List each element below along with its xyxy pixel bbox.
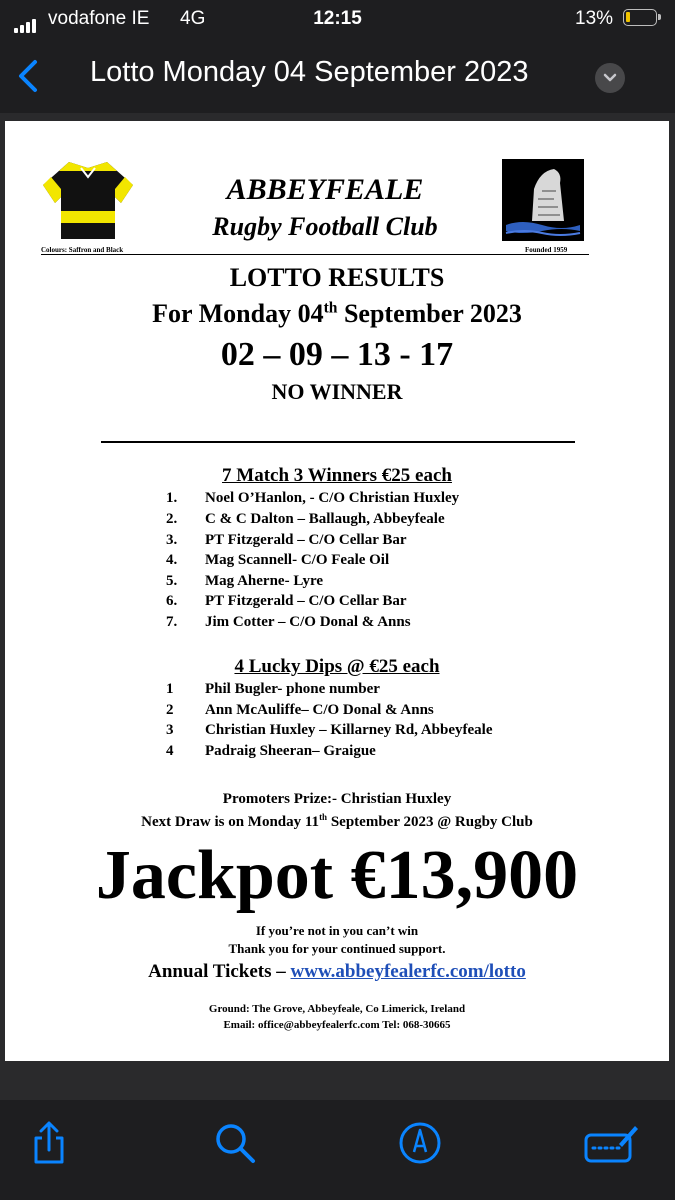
list-item: C & C Dalton – Ballaugh, Abbeyfeale <box>205 511 445 527</box>
search-icon <box>210 1118 260 1168</box>
list-item-number: 6. <box>166 593 178 609</box>
list-item: Mag Aherne- Lyre <box>205 573 324 589</box>
list-item-number: 2. <box>166 511 178 527</box>
rugby-jersey-logo <box>41 159 135 241</box>
battery-percent: 13% <box>575 8 614 29</box>
lucky-dips-heading: 4 Lucky Dips @ €25 each <box>234 656 440 677</box>
match3-heading: 7 Match 3 Winners €25 each <box>222 465 452 486</box>
status-time: 12:15 <box>313 8 362 29</box>
list-item: Noel O’Hanlon, - C/O Christian Huxley <box>205 490 460 506</box>
list-item-number: 3 <box>166 722 174 738</box>
list-item: Padraig Sheeran– Graigue <box>205 743 376 759</box>
back-button[interactable] <box>10 56 50 96</box>
annual-tickets-label: Annual Tickets – <box>148 961 291 982</box>
document-title: Lotto Monday 04 September 2023 <box>90 56 529 88</box>
markup-icon <box>395 1118 445 1168</box>
thank-you-line: Thank you for your continued support. <box>228 941 446 956</box>
search-button[interactable] <box>210 1118 260 1168</box>
title-menu-button[interactable] <box>595 63 625 93</box>
ground-address: Ground: The Grove, Abbeyfeale, Co Limerick, Ireland <box>208 1003 466 1015</box>
list-item: Ann McAuliffe– C/O Donal & Anns <box>205 702 434 718</box>
list-item-number: 2 <box>166 702 174 718</box>
list-item-number: 4. <box>166 552 178 568</box>
promoters-prize: Promoters Prize:- Christian Huxley <box>222 791 452 807</box>
compose-button[interactable] <box>583 1118 633 1168</box>
colours-caption: Colours: Saffron and Black <box>41 246 124 254</box>
share-icon <box>24 1118 74 1168</box>
share-button[interactable] <box>24 1118 74 1168</box>
list-item-number: 1 <box>166 681 174 697</box>
network-type: 4G <box>180 8 206 29</box>
document-viewer[interactable] <box>0 113 675 1100</box>
bottom-toolbar <box>0 1100 675 1200</box>
compose-icon <box>583 1118 639 1168</box>
tagline: If you’re not in you can’t win <box>255 923 419 938</box>
next-draw-ordinal: th <box>319 812 328 822</box>
jackpot-amount: Jackpot €13,900 <box>95 837 579 914</box>
draw-date-prefix: For Monday 04 <box>152 299 324 328</box>
club-subtitle: Rugby Football Club <box>212 212 438 241</box>
club-crest-logo <box>502 159 584 241</box>
club-name: ABBEYFEALE <box>226 173 424 206</box>
draw-date-ordinal: th <box>323 299 338 317</box>
next-draw <box>5 812 669 831</box>
next-draw-rest: September 2023 @ Rugby Club <box>327 814 533 830</box>
battery-icon <box>623 9 657 26</box>
chevron-left-icon <box>10 56 50 96</box>
drawn-numbers: 02 – 09 – 13 - 17 <box>220 336 454 373</box>
list-item: Christian Huxley – Killarney Rd, Abbeyfeale <box>205 722 493 738</box>
document-page <box>5 121 669 1061</box>
contact-details: Email: office@abbeyfealerfc.com Tel: 068-30665 <box>223 1019 451 1031</box>
list-item-number: 5. <box>166 573 178 589</box>
status-bar <box>0 0 675 38</box>
list-item-number: 7. <box>166 614 178 630</box>
list-item: Jim Cotter – C/O Donal & Anns <box>205 614 411 630</box>
markup-button[interactable] <box>395 1118 445 1168</box>
draw-date-rest: September 2023 <box>337 299 522 328</box>
list-item: PT Fitzgerald – C/O Cellar Bar <box>205 593 407 609</box>
results-title: LOTTO RESULTS <box>229 263 445 292</box>
list-item-number: 3. <box>166 532 178 548</box>
chevron-down-icon <box>595 63 625 93</box>
next-draw-prefix: Next Draw is on Monday 11 <box>141 814 320 830</box>
navigation-bar <box>0 38 675 113</box>
carrier-name: vodafone IE <box>48 8 150 29</box>
header-rule <box>41 254 589 255</box>
list-item-number: 4 <box>166 743 174 759</box>
list-item: Phil Bugler- phone number <box>205 681 380 697</box>
draw-date <box>5 299 669 329</box>
annual-tickets <box>5 961 669 983</box>
founded-caption: Founded 1959 <box>525 246 568 254</box>
list-item-number: 1. <box>166 490 178 506</box>
lotto-link[interactable]: www.abbeyfealerfc.com/lotto <box>290 961 526 982</box>
list-item: Mag Scannell- C/O Feale Oil <box>205 552 390 568</box>
result-status: NO WINNER <box>271 379 403 404</box>
divider-line <box>101 441 575 443</box>
list-item: PT Fitzgerald – C/O Cellar Bar <box>205 532 407 548</box>
